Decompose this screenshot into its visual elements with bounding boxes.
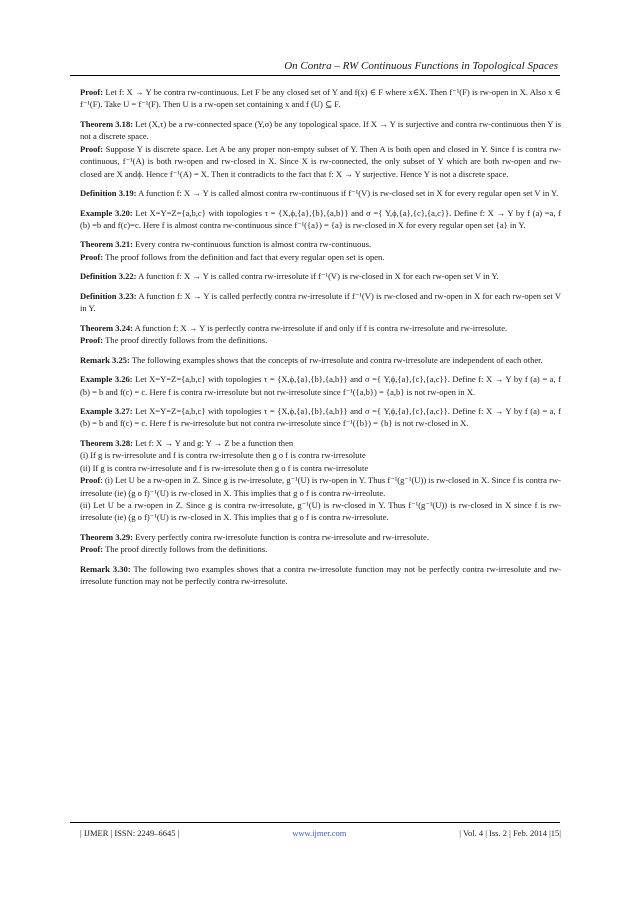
text-block [80,354,561,366]
paragraph-text: (ii) Let U be a rw-open in Z. Since g is contra rw-irresolute, g⁻¹(U) is rw-closed in Y. Thus f⁻¹(g⁻¹(U)) is rw-closed in X since f is rw-irresolute (ie) (g o f)⁻¹(U) is rw-closed in X. This implies that g o f is contra rw-irresolute. [80,500,561,523]
paragraph-label: Definition 3.22: [80,271,137,282]
paragraph-label: Proof: [80,251,104,262]
paragraph-label: Theorem 3.28: [80,437,134,448]
paragraph-label: Theorem 3.18: [80,118,134,129]
paragraph-text: Let X=Y=Z={a,b,c} with topologies τ = {X,ϕ,{a},{b},{a,b}} and σ ={ Y,ϕ,{a},{c},{a,c}}. Define f: X → Y by f (a) =a, f (b) =b and f(c)=c. Here f is almost contra rw-continuous since f⁻¹({a}) = {a} is rw-closed in X for every regular open set {a} in Y. [80,207,561,230]
paragraph [80,187,561,199]
paragraph [80,143,561,180]
text-block [80,86,561,111]
paragraph-text: Let f: X → Y be contra rw-continuous. Let F be any closed set of Y and f(x) ∈ F where x∈X. Then f⁻¹(F) is rw-open in X. Also x ∈ f⁻¹(F). Take U = f⁻¹(F). Then U is a rw-open set containing x and f (U) ⊆ F. [80,87,561,110]
paragraph-text: The following two examples shows that a contra rw-irresolute function may not be perfectly contra rw-irresolute and rw-irresolute function may not be perfectly contra rw-irresolute. [80,563,561,587]
paragraph [80,86,561,111]
paragraph-label: Proof: [80,143,104,154]
text-block [80,322,561,347]
paragraph-text: The proof follows from the definition and fact that every regular open set is open. [103,251,385,262]
paragraph [80,290,561,315]
footer-volume-info: | Vol. 4 | Iss. 2 | Feb. 2014 |15| [459,828,561,838]
paragraph [80,462,561,474]
paragraph-text: Let X=Y=Z={a,b,c} with topologies τ = {X,ϕ,{a},{b},{a,b}} and σ ={ Y,ϕ,{a},{c},{a,c}}. Define f: X → Y by f (a) = a, f (b) = b and f(c) = c. Here f is rw-irresolute but not contra rw-irresolute since f⁻¹({b}) = {b} is not rw-closed in X. [80,406,561,429]
paragraph-label: Remark 3.30: [80,563,131,574]
paragraph-label: Definition 3.19: [80,188,137,199]
footer-website-link[interactable]: www.ijmer.com [292,828,347,838]
paragraph [80,354,561,366]
paragraph-text: The following examples shows that the concepts of rw-irresolute and contra rw-irresolute are independent of each other. [129,354,543,365]
paragraph-text: A function f: X → Y is perfectly contra rw-irresolute if and only if f is contra rw-irresolute and rw-irresolute. [133,322,508,333]
text-block [80,531,561,556]
paragraph [80,238,561,250]
paragraph-text: A function f: X → Y is called perfectly contra rw-irresolute if f⁻¹(V) is rw-closed and rw-open in X for each rw-open set V in Y. [80,290,561,314]
paragraph [80,474,561,499]
paragraph [80,334,561,346]
paragraph-text: : (i) Let U be a rw-open in Z. Since g is rw-irresolute, g⁻¹(U) is rw-open in Y. Thus f⁻¹(g⁻¹(U)) is rw-closed in X. Since f is contra rw-irresolute (ie) (g o f)⁻¹(U) is rw-closed in X. This implies that g o f is contra rw-irreolute. [80,475,561,498]
paragraph [80,270,561,282]
text-block [80,373,561,398]
footer-journal-info: | IJMER | ISSN: 2249–6645 | [80,828,180,838]
paragraph-label: Theorem 3.29: [80,531,134,542]
paragraph-text: Let f: X → Y and g: Y → Z be a function then [133,437,294,448]
paragraph-label: Example 3.20: [80,207,133,218]
paragraph-label: Definition 3.23: [80,290,137,301]
paragraph-label: Proof [80,475,101,486]
text-block [80,207,561,232]
text-block [80,238,561,263]
paragraph [80,563,561,588]
paragraph-text: A function f: X → Y is called contra rw-irresolute if f⁻¹(V) is rw-closed in X for each rw-open set V in Y. [136,271,499,282]
paragraph-label: Remark 3.25: [80,354,130,365]
text-block [80,187,561,199]
paragraph-label: Proof: [80,335,104,346]
paragraph-text: Let (X,τ) be a rw-connected space (Y,σ) be any topological space. If X → Y is surjective and contra rw-continuous then Y is not a discrete space. [80,118,562,142]
paragraph-label: Proof: [80,87,104,97]
paragraph-text: Every contra rw-continuous function is almost contra rw-continuous. [133,239,372,250]
text-block [80,118,561,180]
running-title: On Contra – RW Continuous Functions in Topological Spaces [284,60,558,72]
paragraph-label: Example 3.26: [80,374,133,385]
paragraph-label: Theorem 3.24: [80,322,134,333]
paragraph [80,373,561,398]
text-block [80,405,561,430]
paragraph [80,499,561,524]
page-footer [80,828,561,838]
footer-rule [70,822,560,823]
paragraph-text: Let X=Y=Z={a,b,c} with topologies τ = {X,ϕ,{a},{b},{a,b}} and σ ={ Y,ϕ,{a},{c},{a,c}}. Define f: X → Y by f (a) = a, f (b) = b and f(c) = c. Here f is contra rw-irresolute but not rw-irresolute since f⁻¹({a,b}) = {a,b} is not rw-open in X. [80,374,561,397]
article-body [80,86,561,595]
text-block [80,270,561,282]
text-block [80,563,561,588]
text-block [80,290,561,315]
paragraph-text: A function f: X → Y is called almost contra rw-continuous if f⁻¹(V) is rw-closed set in X for every regular open set V in Y. [136,188,559,199]
text-block [80,437,561,524]
paragraph-text: Every perfectly contra rw-irresolute function is contra rw-irresolute and rw-irresolute. [133,531,429,542]
paragraph-text: (ii) If g is contra rw-irresolute and f is rw-irresolute then g o f is contra rw-irresolute [80,462,369,473]
paragraph [80,405,561,430]
header-rule [70,75,560,76]
paragraph [80,531,561,543]
paragraph-text: The proof directly follows from the definitions. [103,544,268,555]
paragraph [80,207,561,232]
paragraph [80,449,561,461]
paragraph [80,251,561,263]
paragraph-label: Proof: [80,544,104,555]
paragraph-text: Suppose Y is discrete space. Let A be any proper non-empty subset of Y. Then A is both open and closed in Y. Since f is contra rw-continuous, f⁻¹(A) is both rw-open and rw-closed in X. Since X is rw-connected, the only subset of Y which are both rw-open and rw-closed are X andϕ. Hence f⁻¹(A) = X. Then it contradicts to the fact that f: X → Y surjective. Hence Y is not a discrete space. [80,143,561,179]
paragraph [80,118,561,143]
paragraph [80,543,561,555]
paragraph [80,322,561,334]
paragraph-label: Theorem 3.21: [80,239,134,250]
paragraph-text: (i) If g is rw-irresolute and f is contra rw-irresolute then g o f is contra rw-irresolute [80,450,366,461]
paragraph-label: Example 3.27: [80,406,133,417]
paragraph [80,437,561,449]
paragraph-text: The proof directly follows from the definitions. [103,335,268,346]
